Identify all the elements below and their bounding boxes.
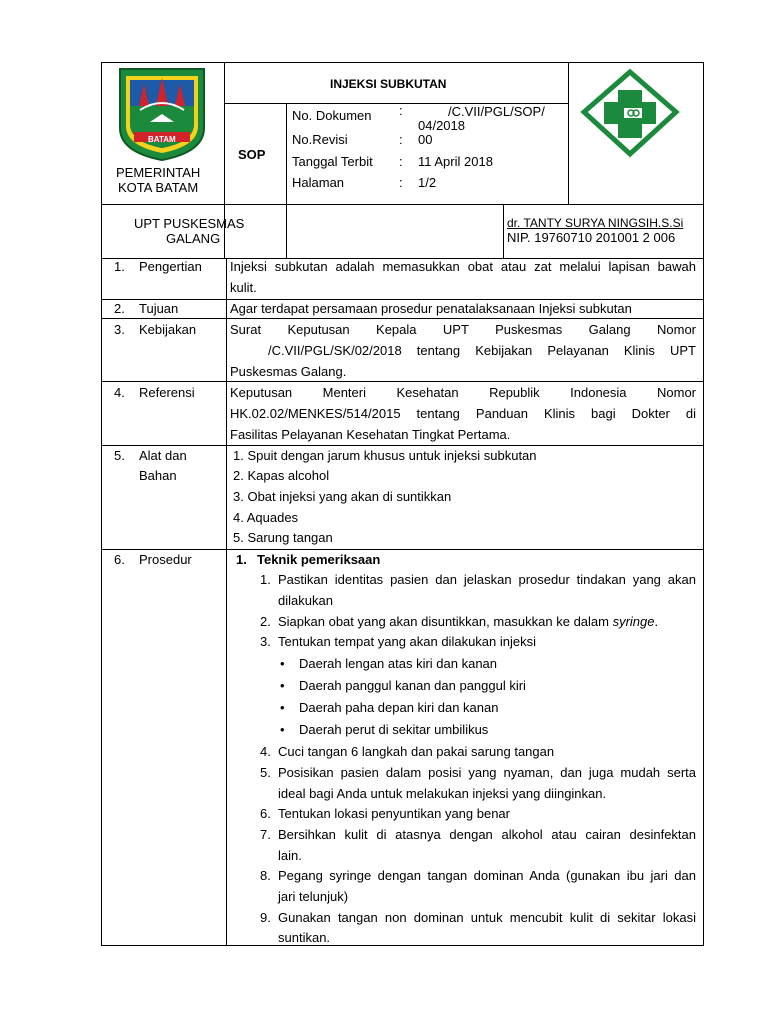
org-name-line1: PEMERINTAH	[116, 165, 201, 180]
field-label-revision: No.Revisi	[292, 132, 348, 147]
step-text: Cuci tangan 6 langkah dan pakai sarung tangan	[278, 744, 555, 759]
divider	[286, 103, 287, 258]
field-separator: :	[399, 175, 403, 190]
field-separator: :	[399, 132, 403, 147]
list-item: 5. Sarung tangan	[233, 530, 333, 545]
step-text: Bersihkan kulit di atasnya dengan alkohol atau cairan desinfektan	[278, 827, 696, 842]
table-border-top	[101, 62, 704, 63]
section-label: Alat dan	[139, 448, 187, 463]
step-text: Tentukan lokasi penyuntikan yang benar	[278, 806, 510, 821]
step-number: 6.	[260, 806, 271, 821]
divider	[101, 445, 704, 446]
field-separator: :	[399, 103, 403, 118]
section-label: Prosedur	[139, 552, 192, 567]
list-item: 3. Obat injeksi yang akan di suntikkan	[233, 489, 452, 504]
section-label: Bahan	[139, 468, 177, 483]
divider	[101, 549, 704, 550]
field-value-issue-date: 11 April 2018	[418, 154, 493, 169]
field-label-doc-number: No. Dokumen	[292, 108, 372, 123]
step-text	[278, 614, 658, 630]
section-text: Keputusan Menteri Kesehatan Republik Indonesia Nomor	[230, 385, 696, 400]
step-number: 3.	[260, 634, 271, 649]
step-text-emphasis: syringe	[612, 614, 655, 629]
list-item: 1. Spuit dengan jarum khusus untuk injeksi subkutan	[233, 448, 537, 463]
bullet-icon: •	[280, 700, 285, 715]
signer-name: dr. TANTY SURYA NINGSIH.S.Si	[507, 216, 684, 230]
bullet-text: Daerah lengan atas kiri dan kanan	[299, 656, 498, 671]
step-number: 5.	[260, 765, 271, 780]
bullet-icon: •	[280, 656, 285, 671]
puskesmas-logo	[580, 68, 680, 158]
table-border-left	[101, 62, 102, 946]
list-item: 4. Aquades	[233, 510, 299, 525]
bullet-icon: •	[280, 722, 285, 737]
table-border-bottom	[101, 945, 704, 946]
step-number: 9.	[260, 910, 271, 925]
section-number: 2.	[114, 301, 125, 316]
section-number: 6.	[114, 552, 125, 567]
section-text: Puskesmas Galang.	[230, 364, 347, 379]
org-name-line2: KOTA BATAM	[118, 180, 199, 195]
section-number: 5.	[114, 448, 125, 463]
unit-name-line2: GALANG	[166, 231, 221, 246]
step-text: jari telunjuk)	[278, 889, 349, 904]
step-text: dilakukan	[278, 593, 333, 608]
table-border-right	[703, 62, 704, 946]
section-label: Referensi	[139, 385, 195, 400]
step-number: 4.	[260, 744, 271, 759]
section-label: Pengertian	[139, 259, 202, 274]
list-item: 2. Kapas alcohol	[233, 468, 330, 483]
bullet-icon: •	[280, 678, 285, 693]
section-number: 1.	[114, 259, 125, 274]
section-label: Tujuan	[139, 301, 179, 316]
section-number: 4.	[114, 385, 125, 400]
subheading-number: 1.	[236, 552, 247, 567]
step-text: Posisikan pasien dalam posisi yang nyaman, dan juga mudah serta	[278, 765, 696, 780]
step-text: ideal bagi Anda untuk melakukan injeksi yang diinginkan.	[278, 786, 607, 801]
section-text: kulit.	[230, 280, 257, 295]
step-number: 2.	[260, 614, 271, 629]
section-text: Surat Keputusan Kepala UPT Puskesmas Galang Nomor	[230, 322, 696, 337]
section-text: Injeksi subkutan adalah memasukkan obat atau zat melalui lapisan bawah	[230, 259, 696, 274]
emblem-icon	[114, 66, 210, 162]
step-text: lain.	[278, 848, 302, 863]
step-text-end: .	[654, 614, 659, 629]
bullet-text: Daerah paha depan kiri dan kanan	[299, 700, 499, 715]
divider	[101, 204, 704, 205]
emblem-banner-text: BATAM	[148, 135, 176, 144]
step-number: 1.	[260, 572, 271, 587]
bullet-text: Daerah perut di sekitar umbilikus	[299, 722, 489, 737]
section-number: 3.	[114, 322, 125, 337]
bullet-text: Daerah panggul kanan dan panggul kiri	[299, 678, 526, 693]
signer-nip: NIP. 19760710 201001 2 006	[507, 230, 676, 245]
divider	[101, 299, 704, 300]
divider	[503, 204, 504, 258]
divider	[101, 381, 704, 382]
divider	[101, 318, 704, 319]
document-title: INJEKSI SUBKUTAN	[330, 77, 447, 91]
divider	[568, 62, 569, 204]
field-value-page: 1/2	[418, 175, 437, 190]
subheading: Teknik pemeriksaan	[257, 552, 381, 567]
field-value-doc-number: /C.VII/PGL/SOP/	[448, 104, 545, 119]
field-separator: :	[399, 154, 403, 169]
step-text: Pegang syringe dengan tangan dominan Anda (gunakan ibu jari dan	[278, 868, 696, 883]
section-text: HK.02.02/MENKES/514/2015 tentang Panduan Klinis bagi Dokter di	[230, 406, 696, 421]
step-number: 8.	[260, 868, 271, 883]
puskesmas-cross-icon	[580, 68, 680, 158]
section-text: Agar terdapat persamaan prosedur penatalaksanaan Injeksi subkutan	[230, 301, 632, 316]
unit-name-line1: UPT PUSKESMAS	[134, 216, 245, 231]
field-value-doc-number-cont: 04/2018	[418, 118, 465, 133]
step-text: Pastikan identitas pasien dan jelaskan prosedur tindakan yang akan	[278, 572, 696, 587]
step-number: 7.	[260, 827, 271, 842]
step-text-main: Siapkan obat yang akan disuntikkan, masukkan ke dalam	[278, 614, 613, 629]
divider	[226, 258, 227, 946]
section-text: Fasilitas Pelayanan Kesehatan Tingkat Pertama.	[230, 427, 511, 442]
section-label: Kebijakan	[139, 322, 197, 337]
field-label-issue-date: Tanggal Terbit	[292, 154, 373, 169]
section-text: /C.VII/PGL/SK/02/2018 tentang Kebijakan Pelayanan Klinis UPT	[268, 343, 696, 358]
batam-city-emblem	[114, 66, 210, 162]
field-value-revision: 00	[418, 132, 433, 147]
step-text: suntikan.	[278, 930, 331, 945]
step-text: Gunakan tangan non dominan untuk mencubit kulit di sekitar lokasi	[278, 910, 696, 925]
sop-label: SOP	[238, 147, 266, 162]
field-label-page: Halaman	[292, 175, 345, 190]
step-text: Tentukan tempat yang akan dilakukan injeksi	[278, 634, 536, 649]
